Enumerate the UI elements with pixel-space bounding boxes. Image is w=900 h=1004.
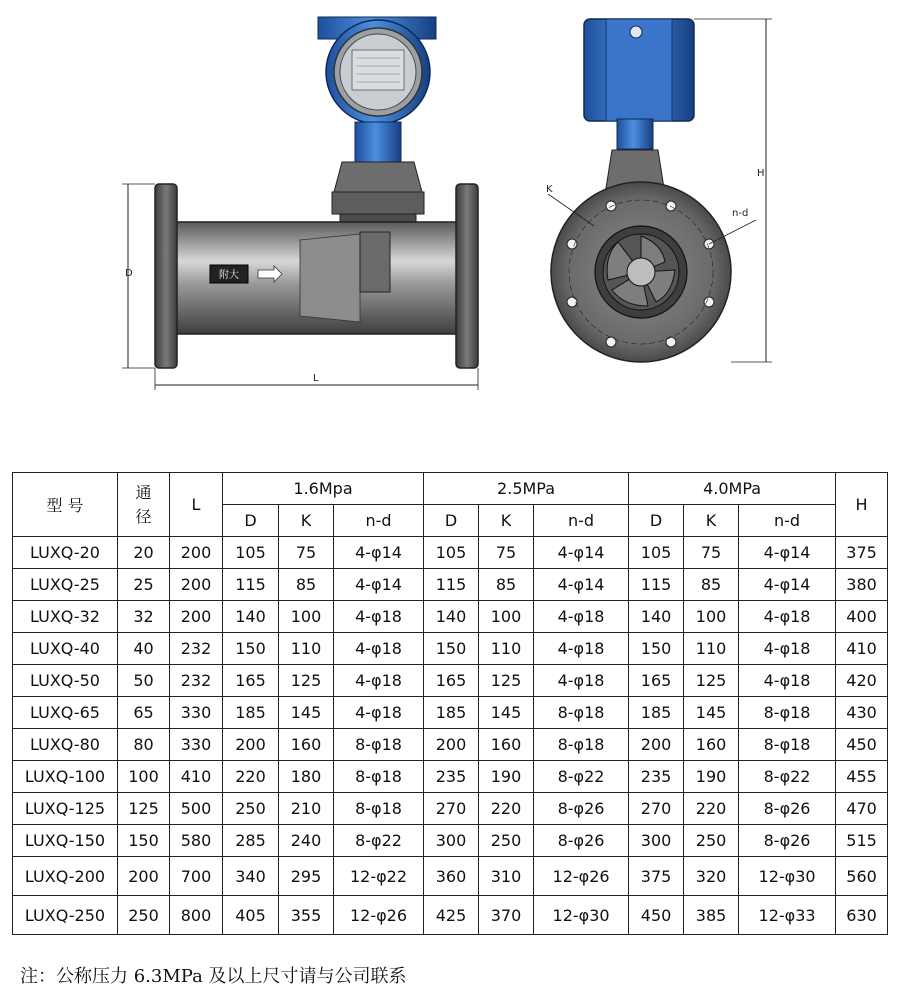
table-cell: 800 (170, 896, 223, 935)
table-cell: 110 (684, 633, 739, 665)
table-cell: 4-φ18 (334, 601, 424, 633)
table-cell: LUXQ-125 (13, 793, 118, 825)
table-cell: 8-φ22 (739, 761, 836, 793)
table-cell: 75 (279, 537, 334, 569)
header-d: D (424, 505, 479, 537)
table-cell: 8-φ18 (739, 729, 836, 761)
table-cell: 200 (170, 569, 223, 601)
table-cell: LUXQ-50 (13, 665, 118, 697)
table-cell: 385 (684, 896, 739, 935)
table-cell: 210 (279, 793, 334, 825)
table-cell: 150 (629, 633, 684, 665)
table-cell: 25 (118, 569, 170, 601)
table-cell: 4-φ18 (534, 601, 629, 633)
table-cell: 100 (279, 601, 334, 633)
table-row (13, 857, 888, 896)
table-cell: 8-φ22 (334, 825, 424, 857)
table-cell: 8-φ18 (334, 793, 424, 825)
table-cell: LUXQ-80 (13, 729, 118, 761)
table-cell: 150 (424, 633, 479, 665)
table-cell: 200 (170, 537, 223, 569)
table-cell: 4-φ18 (534, 665, 629, 697)
table-cell: 270 (424, 793, 479, 825)
table-cell: 115 (424, 569, 479, 601)
header-group-3: 4.0MPa (629, 473, 836, 505)
table-cell: 200 (170, 601, 223, 633)
table-cell: 150 (118, 825, 170, 857)
table-cell: 105 (629, 537, 684, 569)
table-cell: 125 (684, 665, 739, 697)
table-cell: 4-φ18 (534, 633, 629, 665)
table-cell: 105 (424, 537, 479, 569)
table-cell: 160 (479, 729, 534, 761)
table-cell: 125 (479, 665, 534, 697)
table-cell: 220 (684, 793, 739, 825)
table-cell: 200 (223, 729, 279, 761)
table-row (13, 896, 888, 935)
table-cell: LUXQ-100 (13, 761, 118, 793)
table-cell: LUXQ-65 (13, 697, 118, 729)
table-cell: 8-φ18 (534, 729, 629, 761)
table-cell: 4-φ18 (334, 697, 424, 729)
header-k: K (279, 505, 334, 537)
table-row (13, 665, 888, 697)
table-cell: 165 (629, 665, 684, 697)
table-cell: 145 (684, 697, 739, 729)
table-cell: 320 (684, 857, 739, 896)
table-row (13, 633, 888, 665)
header-d: D (629, 505, 684, 537)
header-nd: n-d (739, 505, 836, 537)
table-cell: 400 (836, 601, 888, 633)
table-cell: LUXQ-40 (13, 633, 118, 665)
table-cell: 330 (170, 729, 223, 761)
table-cell: 4-φ18 (334, 665, 424, 697)
front-view (122, 17, 478, 390)
dim-l-label: L (313, 373, 319, 384)
table-cell: LUXQ-20 (13, 537, 118, 569)
dim-h-label: H (757, 168, 765, 179)
table-cell: 8-φ26 (739, 825, 836, 857)
header-nd: n-d (334, 505, 424, 537)
table-cell: 200 (629, 729, 684, 761)
table-cell: 12-φ22 (334, 857, 424, 896)
table-cell: 630 (836, 896, 888, 935)
dim-nd-label: n-d (732, 208, 749, 219)
table-cell: LUXQ-250 (13, 896, 118, 935)
footnote: 注：公称压力 6.3MPa 及以上尺寸请与公司联系 (20, 966, 407, 987)
header-model: 型 号 (13, 473, 118, 537)
table-cell: 295 (279, 857, 334, 896)
table-cell: 165 (223, 665, 279, 697)
table-cell: 450 (836, 729, 888, 761)
table-cell: 4-φ14 (739, 537, 836, 569)
table-cell: 405 (223, 896, 279, 935)
header-group-2: 2.5MPa (424, 473, 629, 505)
table-cell: 470 (836, 793, 888, 825)
table-cell: 8-φ18 (334, 761, 424, 793)
table-cell: 560 (836, 857, 888, 896)
table-cell: 32 (118, 601, 170, 633)
table-cell: 330 (170, 697, 223, 729)
table-cell: 180 (279, 761, 334, 793)
flowmeter-drawing (0, 0, 900, 440)
table-cell: 360 (424, 857, 479, 896)
table-cell: 425 (424, 896, 479, 935)
side-view (546, 19, 772, 362)
table-cell: LUXQ-32 (13, 601, 118, 633)
table-cell: 310 (479, 857, 534, 896)
table-cell: 145 (479, 697, 534, 729)
header-nd: n-d (534, 505, 629, 537)
header-bore: 通 径 (118, 473, 170, 537)
table-row (13, 729, 888, 761)
header-d: D (223, 505, 279, 537)
table-cell: 370 (479, 896, 534, 935)
table-cell: 420 (836, 665, 888, 697)
table-cell: 4-φ14 (534, 569, 629, 601)
table-cell: 125 (118, 793, 170, 825)
table-row (13, 825, 888, 857)
table-cell: 190 (684, 761, 739, 793)
table-cell: 12-φ30 (739, 857, 836, 896)
table-cell: 40 (118, 633, 170, 665)
table-header (13, 473, 888, 537)
table-cell: 4-φ18 (739, 633, 836, 665)
table-cell: 410 (170, 761, 223, 793)
table-row (13, 537, 888, 569)
table-cell: 125 (279, 665, 334, 697)
table-cell: 165 (424, 665, 479, 697)
table-cell: 235 (629, 761, 684, 793)
table-cell: 8-φ26 (739, 793, 836, 825)
table-cell: LUXQ-25 (13, 569, 118, 601)
table-cell: 250 (684, 825, 739, 857)
table-cell: 8-φ18 (334, 729, 424, 761)
table-cell: 375 (836, 537, 888, 569)
table-cell: 12-φ26 (534, 857, 629, 896)
header-group-1: 1.6Mpa (223, 473, 424, 505)
table-row (13, 761, 888, 793)
table-cell: 185 (424, 697, 479, 729)
table-cell: 110 (279, 633, 334, 665)
table-cell: 232 (170, 633, 223, 665)
table-cell: 100 (479, 601, 534, 633)
dim-k-label: K (546, 184, 553, 195)
table-cell: 4-φ14 (534, 537, 629, 569)
table-cell: 150 (223, 633, 279, 665)
table-cell: 140 (424, 601, 479, 633)
table-cell: 85 (479, 569, 534, 601)
table-cell: 85 (684, 569, 739, 601)
table-cell: 185 (629, 697, 684, 729)
header-h: H (836, 473, 888, 537)
table-cell: 450 (629, 896, 684, 935)
table-cell: 8-φ18 (739, 697, 836, 729)
table-cell: 455 (836, 761, 888, 793)
table-cell: 430 (836, 697, 888, 729)
table-cell: LUXQ-150 (13, 825, 118, 857)
table-cell: 140 (223, 601, 279, 633)
table-cell: 250 (479, 825, 534, 857)
table-cell: 100 (118, 761, 170, 793)
table-cell: 100 (684, 601, 739, 633)
table-cell: 105 (223, 537, 279, 569)
table-cell: 200 (424, 729, 479, 761)
table-cell: 235 (424, 761, 479, 793)
table-cell: 4-φ18 (739, 665, 836, 697)
spec-table (12, 472, 888, 935)
table-cell: 240 (279, 825, 334, 857)
table-cell: 8-φ22 (534, 761, 629, 793)
table-cell: 75 (479, 537, 534, 569)
table-cell: 8-φ26 (534, 825, 629, 857)
table-cell: 4-φ14 (334, 569, 424, 601)
table-cell: 50 (118, 665, 170, 697)
table-cell: 200 (118, 857, 170, 896)
table-cell: 500 (170, 793, 223, 825)
table-cell: 12-φ33 (739, 896, 836, 935)
table-cell: 515 (836, 825, 888, 857)
table-cell: 160 (279, 729, 334, 761)
table-cell: 355 (279, 896, 334, 935)
table-cell: 700 (170, 857, 223, 896)
header-k: K (684, 505, 739, 537)
table-cell: 340 (223, 857, 279, 896)
table-cell: 8-φ18 (534, 697, 629, 729)
table-cell: 410 (836, 633, 888, 665)
table-row (13, 697, 888, 729)
table-cell: 300 (629, 825, 684, 857)
table-cell: 85 (279, 569, 334, 601)
table-cell: 4-φ14 (334, 537, 424, 569)
table-cell: 232 (170, 665, 223, 697)
table-cell: 190 (479, 761, 534, 793)
table-row (13, 601, 888, 633)
table-cell: 110 (479, 633, 534, 665)
table-cell: 220 (479, 793, 534, 825)
table-row (13, 793, 888, 825)
table-cell: 140 (629, 601, 684, 633)
table-cell: 185 (223, 697, 279, 729)
table-cell: 115 (629, 569, 684, 601)
table-cell: 115 (223, 569, 279, 601)
table-cell: 4-φ14 (739, 569, 836, 601)
table-cell: 375 (629, 857, 684, 896)
header-k: K (479, 505, 534, 537)
table-cell: 160 (684, 729, 739, 761)
table-body (13, 537, 888, 935)
table-cell: 580 (170, 825, 223, 857)
table-cell: LUXQ-200 (13, 857, 118, 896)
table-cell: 380 (836, 569, 888, 601)
header-l: L (170, 473, 223, 537)
table-cell: 250 (118, 896, 170, 935)
table-cell: 4-φ18 (334, 633, 424, 665)
table-cell: 65 (118, 697, 170, 729)
dim-d-label: D (125, 268, 133, 279)
table-cell: 270 (629, 793, 684, 825)
table-cell: 250 (223, 793, 279, 825)
table-cell: 20 (118, 537, 170, 569)
flow-label: 附大 (219, 270, 239, 281)
table-cell: 8-φ26 (534, 793, 629, 825)
table-cell: 285 (223, 825, 279, 857)
table-row (13, 569, 888, 601)
table-cell: 145 (279, 697, 334, 729)
table-cell: 300 (424, 825, 479, 857)
table-cell: 12-φ30 (534, 896, 629, 935)
table-cell: 75 (684, 537, 739, 569)
table-cell: 220 (223, 761, 279, 793)
table-cell: 4-φ18 (739, 601, 836, 633)
table-cell: 80 (118, 729, 170, 761)
table-cell: 12-φ26 (334, 896, 424, 935)
